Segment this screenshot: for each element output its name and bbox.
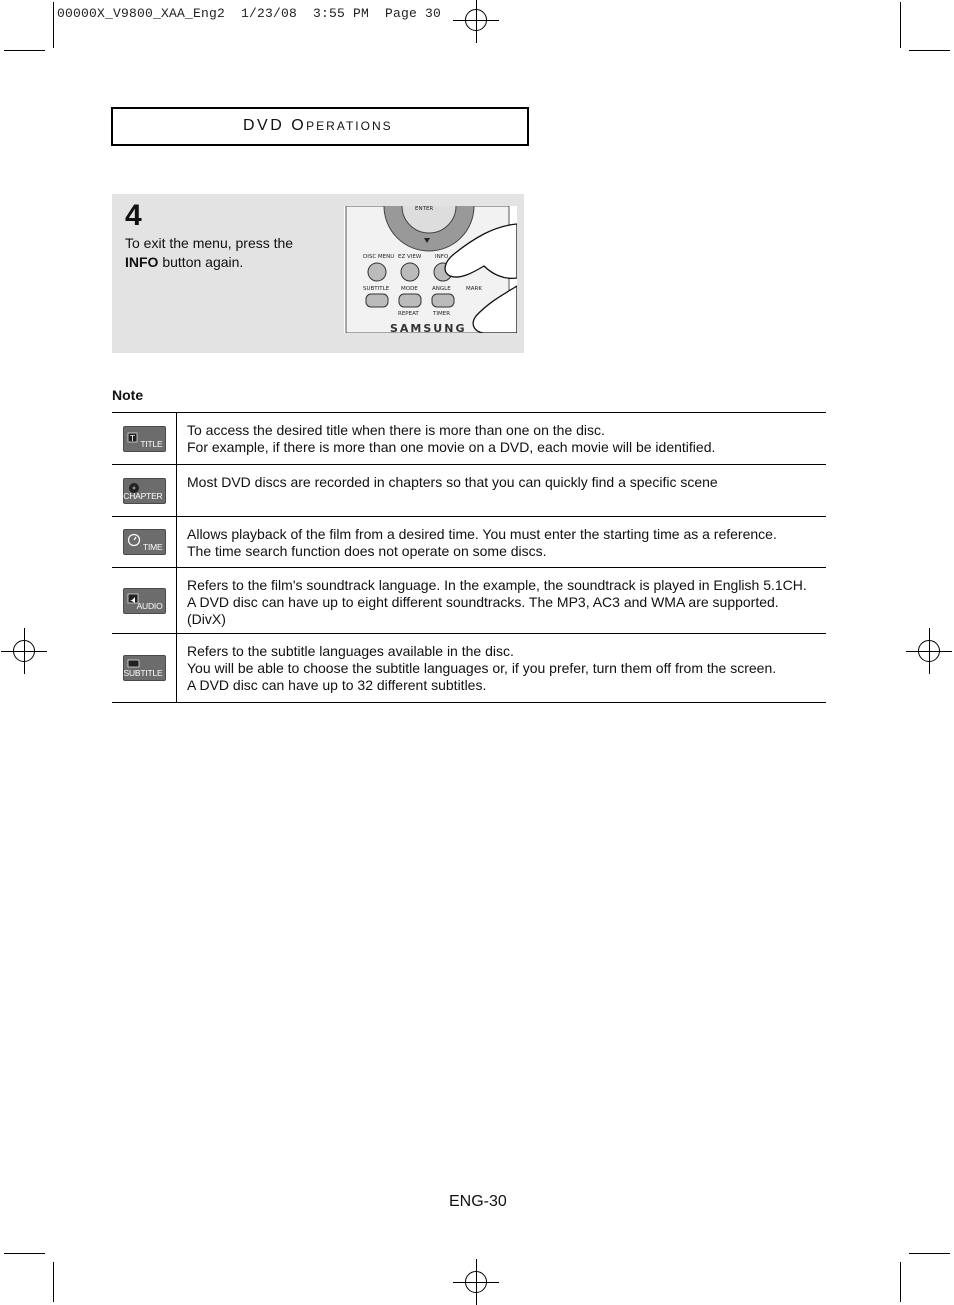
crop-mark (53, 2, 54, 48)
subtitle-icon: SUBTITLE (123, 655, 166, 681)
step-instruction: To exit the menu, press the INFO button again. (125, 235, 294, 270)
registration-mark-right (914, 636, 944, 666)
note-row-chapter (112, 465, 826, 517)
note-row-audio (112, 568, 826, 634)
note-table (112, 412, 826, 703)
page-number: ENG-30 (449, 1193, 507, 1210)
note-row-title (112, 413, 826, 465)
registration-mark-bottom (461, 1267, 491, 1297)
info-keyword: INFO (125, 254, 159, 270)
note-text: To access the desired title when there is more than one on the disc. For example, if there is more than one movie on a DVD, each movie will be identified. (187, 422, 716, 455)
remote-illustration (344, 206, 517, 333)
crop-mark (900, 1262, 901, 1302)
remote-timer-label: TIMER (433, 311, 451, 317)
icon-cell (112, 634, 177, 702)
chapter-icon: CHAPTER (123, 478, 166, 504)
remote-discmenu-label: DISC MENU (363, 254, 395, 260)
crop-mark (909, 50, 950, 51)
remote-mark-label: MARK (466, 286, 482, 292)
icon-cell (112, 517, 177, 567)
note-text: Most DVD discs are recorded in chapters so that you can quickly find a specific scene (187, 474, 718, 490)
note-label: Note (112, 387, 144, 403)
time-icon: TIME (123, 529, 166, 555)
step-number: 4 (125, 199, 142, 232)
registration-mark-top (461, 5, 491, 35)
note-row-time (112, 517, 826, 568)
icon-cell (112, 465, 177, 516)
registration-mark-left (9, 636, 39, 666)
icon-cell (112, 568, 177, 633)
crop-mark (4, 50, 45, 51)
note-text: Refers to the subtitle languages available in the disc. You will be able to choose the subtitle languages or, if you prefer, turn them off from the screen. A DVD disc can have up to 32 different subtitles. (187, 643, 777, 693)
remote-ezview-label: EZ VIEW (398, 254, 422, 260)
section-header-box (111, 107, 529, 146)
remote-mode-label: MODE (401, 286, 418, 292)
svg-text:T: T (129, 433, 135, 443)
crop-mark (909, 1253, 950, 1254)
crop-mark (900, 2, 901, 48)
remote-angle-label: ANGLE (432, 286, 451, 292)
audio-icon: AUDIO (123, 588, 166, 614)
note-row-subtitle (112, 634, 826, 703)
step-panel (112, 194, 524, 353)
remote-brand: SAMSUNG (390, 322, 467, 333)
note-text: Allows playback of the film from a desired time. You must enter the starting time as a reference. The time search function does not operate on some discs. (187, 526, 777, 559)
crop-mark (53, 1262, 54, 1302)
remote-info-label: INFO (435, 254, 449, 260)
remote-repeat-label: REPEAT (398, 311, 419, 317)
icon-cell (112, 413, 177, 464)
remote-subtitle-label: SUBTITLE (363, 286, 390, 292)
note-text: Refers to the film's soundtrack language. In the example, the soundtrack is played in English 5.1CH. A DVD disc can have up to eight different soundtracks. The MP3, AC3 and WMA are supported. (DivX) (187, 577, 807, 627)
remote-enter-label: ENTER (415, 206, 434, 212)
crop-mark (4, 1253, 45, 1254)
section-title: DVD OPERATIONS (243, 117, 393, 134)
title-icon: T TITLE (123, 426, 166, 452)
print-slug-line: 00000X_V9800_XAA_Eng2 1/23/08 3:55 PM Page 30 (57, 6, 442, 21)
